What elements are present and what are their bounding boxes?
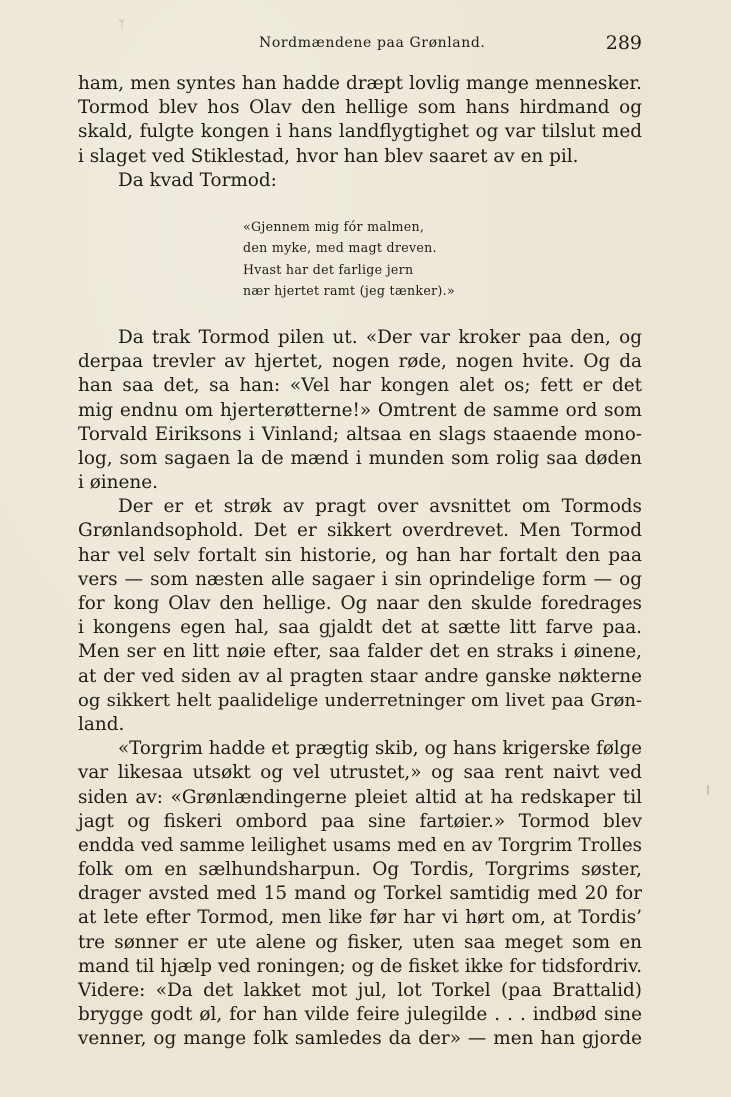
text-line: land. [78, 713, 125, 735]
text-line: Tormod blev hos Olav den hellige som hans hirdmand og [78, 97, 642, 119]
text-line: ham, men syntes han hadde dræpt lovlig mange mennesker. [78, 73, 642, 94]
text-line: drager avsted med 15 mand og Torkel samtidig med 20 for [78, 883, 642, 905]
text-line: har vel selv fortalt sin historie, og han har fortalt den paa [78, 544, 642, 566]
text-line: i slaget ved Stiklestad, hvor han blev saaret av en pil. [78, 145, 579, 167]
poem-line: den myke, med magt dreven. [243, 240, 437, 256]
text-line: folk om en sælhundsharpun. Og Tordis, Torgrims søster, [78, 859, 642, 881]
paragraph-4 [78, 495, 642, 737]
poem-quote [78, 216, 642, 302]
text-line: siden av: «Grønlændingerne pleiet altid at ha redskaper til [78, 786, 642, 808]
text-line: var likesaa utsøkt og vel utrustet,» og saa rent naivt ved [78, 762, 642, 784]
text-line: mig endnu om hjerterøtterne!» Omtrent de samme ord som [78, 399, 642, 421]
text-line: i kongens egen hal, saa gjaldt det at sætte litt farve paa. [78, 617, 642, 639]
text-line: vers — som næsten alle sagaer i sin oprindelige form — og [78, 568, 642, 590]
text-line: mand til hjælp ved roningen; og de fisket ikke for tidsfordriv. [78, 955, 642, 977]
poem-line: «Gjennem mig fór malmen, [243, 218, 425, 234]
margin-mark [707, 785, 709, 795]
text-line: Men ser en litt nøie efter, saa falder det en straks i øinene, [78, 641, 642, 663]
running-title: Nordmændene paa Grønland. [259, 35, 486, 51]
text-line: Der er et strøk av pragt over avsnittet om Tormods [118, 496, 642, 518]
paragraph-1 [78, 72, 642, 169]
text-line: jagt og fiskeri ombord paa sine fartøier.» Tormod blev [78, 810, 642, 832]
poem-line: nær hjertet ramt (jeg tænker).» [243, 283, 455, 299]
text-line: skald, fulgte kongen i hans landflygtighet og var tilslut med [78, 121, 642, 143]
page-header [78, 32, 642, 56]
paragraph-3 [78, 326, 642, 495]
text-line: Da kvad Tormod: [118, 169, 277, 191]
corner-mark: ᛉ [118, 18, 126, 33]
text-line: Grønlandsophold. Det er sikkert overdrevet. Men Tormod [78, 520, 642, 542]
text-line: «Torgrim hadde et prægtig skib, og hans krigerske følge [118, 738, 642, 760]
text-line: at lete efter Tormod, men like før har vi hørt om, at Tordis’ [78, 907, 642, 929]
text-line: log, som sagaen la de mænd i munden som rolig saa døden [78, 447, 642, 469]
text-line: og sikkert helt paalidelige underretninger om livet paa Grøn- [78, 689, 642, 711]
text-line: Torvald Eiriksons i Vinland; altsaa en slags staaende mono- [78, 423, 642, 445]
text-line: brygge godt øl, for han vilde feire julegilde . . . indbød sine [78, 1004, 642, 1026]
text-line: Da trak Tormod pilen ut. «Der var kroker paa den, og [118, 326, 642, 348]
page-number: 289 [605, 32, 642, 54]
paragraph-2 [78, 169, 642, 193]
text-line: han saa det, sa han: «Vel har kongen alet os; fett er det [78, 375, 642, 397]
text-line: at der ved siden av al pragten staar andre ganske nøkterne [78, 665, 642, 687]
poem-line: Hvast har det farlige jern [243, 261, 414, 277]
body-text [78, 72, 642, 1052]
text-line: for kong Olav den hellige. Og naar den skulde foredrages [78, 593, 642, 614]
text-line: Videre: «Da det lakket mot jul, lot Torkel (paa Brattalid) [78, 980, 642, 1001]
text-line: endda ved samme leilighet usams med en av Torgrim Trolles [78, 834, 642, 856]
text-line: derpaa trevler av hjertet, nogen røde, nogen hvite. Og da [78, 351, 642, 373]
text-line: tre sønner er ute alene og fisker, uten saa meget som en [78, 931, 642, 953]
paragraph-5 [78, 737, 642, 1051]
text-line: i øinene. [78, 472, 158, 494]
text-line: venner, og mange folk samledes da der» — men han gjorde [78, 1028, 642, 1050]
